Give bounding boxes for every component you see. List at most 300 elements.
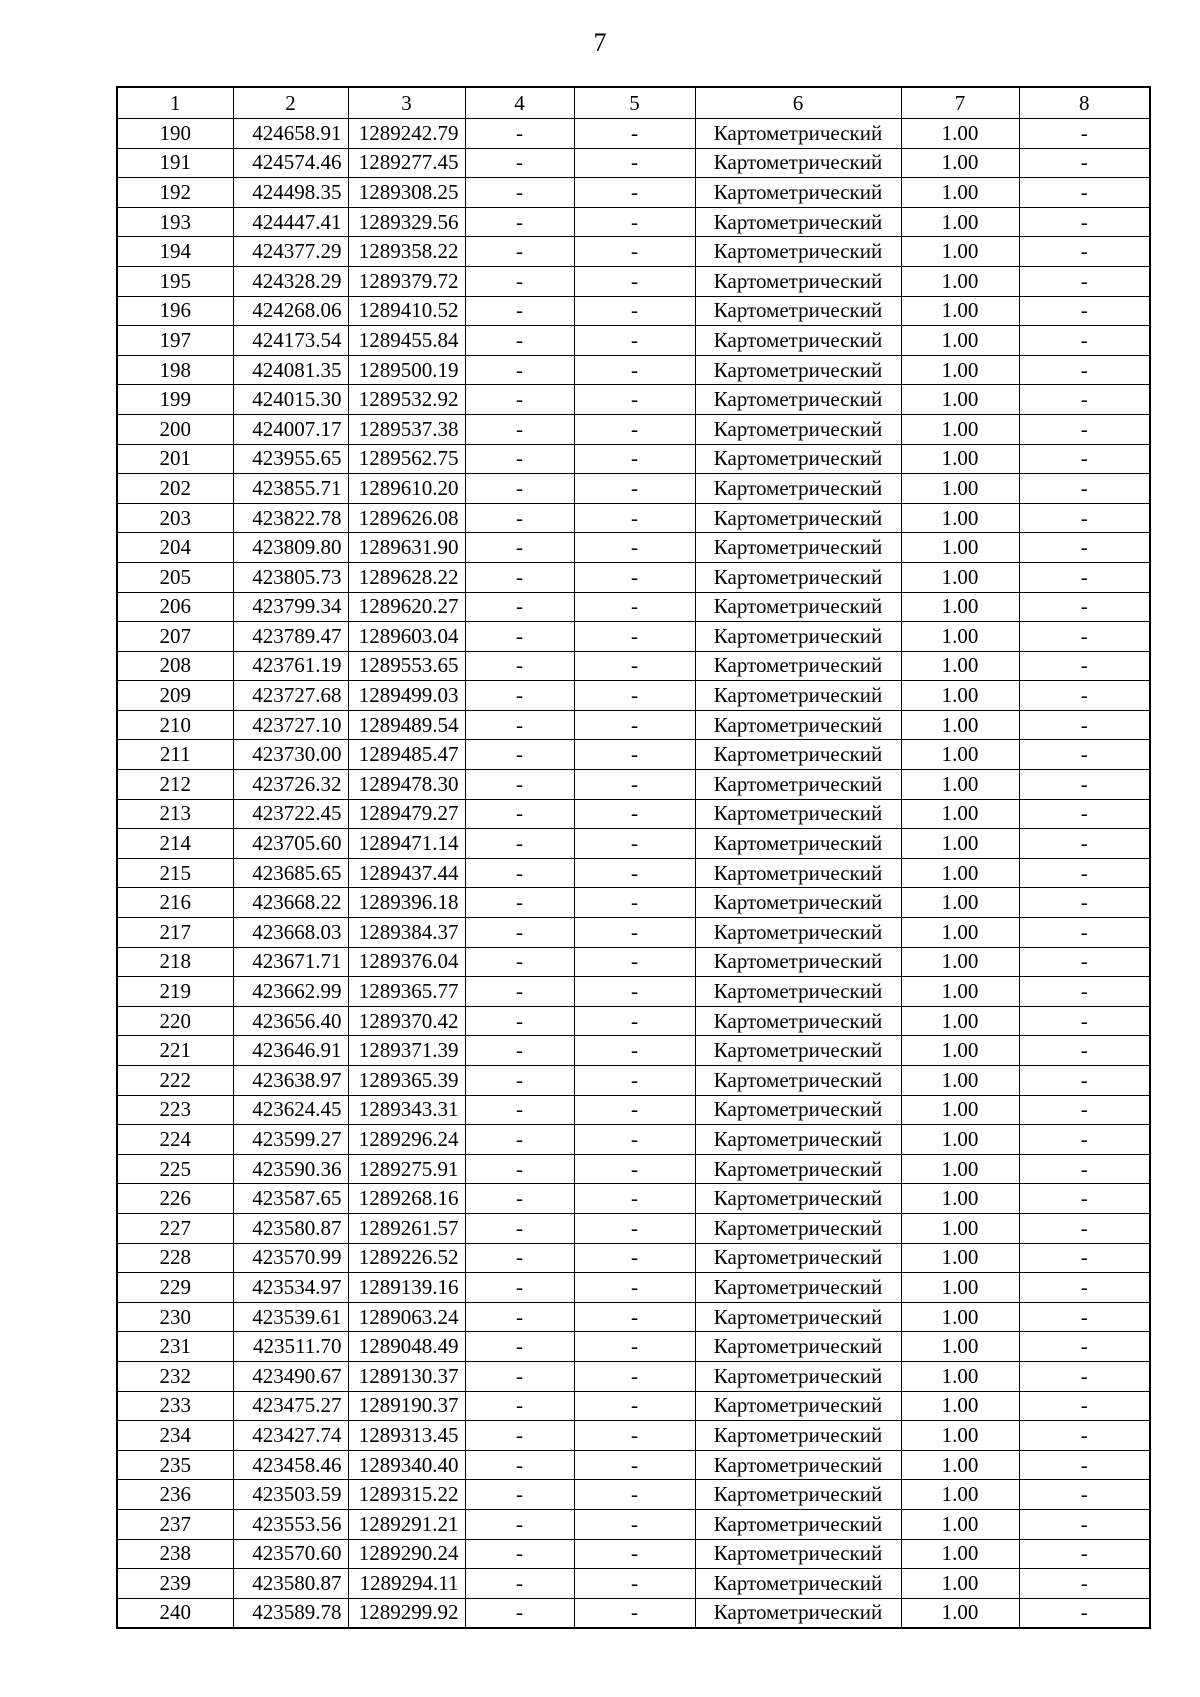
- cell-x-coordinate: 423799.34: [233, 592, 348, 622]
- table-row: [117, 266, 1150, 296]
- cell-method: Картометрический: [695, 178, 901, 208]
- cell-column-8: -: [1019, 1361, 1150, 1391]
- cell-y-coordinate: 1289485.47: [348, 740, 465, 770]
- table-header-row: [117, 87, 1150, 119]
- cell-column-5: -: [574, 1569, 695, 1599]
- cell-column-4: -: [465, 1184, 574, 1214]
- cell-column-5: -: [574, 533, 695, 563]
- cell-method: Картометрический: [695, 829, 901, 859]
- cell-point-number: 222: [117, 1066, 233, 1096]
- cell-column-5: -: [574, 1125, 695, 1155]
- cell-method: Картометрический: [695, 562, 901, 592]
- cell-y-coordinate: 1289626.08: [348, 503, 465, 533]
- table-row: [117, 1066, 1150, 1096]
- cell-column-4: -: [465, 1125, 574, 1155]
- table-row: [117, 562, 1150, 592]
- cell-column-4: -: [465, 1539, 574, 1569]
- table-row: [117, 1125, 1150, 1155]
- cell-point-number: 200: [117, 414, 233, 444]
- cell-method: Картометрический: [695, 1569, 901, 1599]
- cell-column-5: -: [574, 1095, 695, 1125]
- cell-y-coordinate: 1289277.45: [348, 148, 465, 178]
- cell-accuracy: 1.00: [901, 326, 1019, 356]
- cell-column-8: -: [1019, 1421, 1150, 1451]
- cell-column-8: -: [1019, 178, 1150, 208]
- cell-column-4: -: [465, 1243, 574, 1273]
- table-row: [117, 1213, 1150, 1243]
- cell-column-5: -: [574, 1302, 695, 1332]
- cell-column-8: -: [1019, 1184, 1150, 1214]
- cell-column-4: -: [465, 326, 574, 356]
- cell-column-4: -: [465, 414, 574, 444]
- table-row: [117, 622, 1150, 652]
- cell-point-number: 224: [117, 1125, 233, 1155]
- cell-column-4: -: [465, 1569, 574, 1599]
- cell-accuracy: 1.00: [901, 918, 1019, 948]
- cell-column-5: -: [574, 1243, 695, 1273]
- cell-y-coordinate: 1289063.24: [348, 1302, 465, 1332]
- cell-y-coordinate: 1289532.92: [348, 385, 465, 415]
- cell-column-8: -: [1019, 237, 1150, 267]
- cell-column-8: -: [1019, 799, 1150, 829]
- cell-x-coordinate: 423534.97: [233, 1273, 348, 1303]
- cell-y-coordinate: 1289471.14: [348, 829, 465, 859]
- cell-column-5: -: [574, 770, 695, 800]
- cell-x-coordinate: 423570.99: [233, 1243, 348, 1273]
- cell-accuracy: 1.00: [901, 207, 1019, 237]
- cell-column-4: -: [465, 770, 574, 800]
- cell-y-coordinate: 1289365.39: [348, 1066, 465, 1096]
- cell-column-5: -: [574, 1480, 695, 1510]
- cell-method: Картометрический: [695, 1598, 901, 1628]
- cell-x-coordinate: 423668.22: [233, 888, 348, 918]
- table-row: [117, 770, 1150, 800]
- cell-column-5: -: [574, 740, 695, 770]
- cell-column-8: -: [1019, 1036, 1150, 1066]
- table-row: [117, 858, 1150, 888]
- cell-column-8: -: [1019, 1450, 1150, 1480]
- cell-x-coordinate: 423955.65: [233, 444, 348, 474]
- cell-column-4: -: [465, 178, 574, 208]
- cell-accuracy: 1.00: [901, 1539, 1019, 1569]
- cell-accuracy: 1.00: [901, 681, 1019, 711]
- cell-point-number: 231: [117, 1332, 233, 1362]
- cell-x-coordinate: 423475.27: [233, 1391, 348, 1421]
- cell-y-coordinate: 1289499.03: [348, 681, 465, 711]
- cell-y-coordinate: 1289261.57: [348, 1213, 465, 1243]
- table-row: [117, 1539, 1150, 1569]
- cell-column-5: -: [574, 1154, 695, 1184]
- cell-x-coordinate: 423646.91: [233, 1036, 348, 1066]
- cell-column-4: -: [465, 1332, 574, 1362]
- table-row: [117, 710, 1150, 740]
- cell-column-4: -: [465, 296, 574, 326]
- table-row: [117, 355, 1150, 385]
- cell-y-coordinate: 1289455.84: [348, 326, 465, 356]
- cell-method: Картометрический: [695, 681, 901, 711]
- cell-column-8: -: [1019, 1509, 1150, 1539]
- table-row: [117, 1569, 1150, 1599]
- cell-method: Картометрический: [695, 592, 901, 622]
- cell-point-number: 232: [117, 1361, 233, 1391]
- cell-x-coordinate: 423587.65: [233, 1184, 348, 1214]
- cell-column-4: -: [465, 562, 574, 592]
- table-row: [117, 740, 1150, 770]
- cell-x-coordinate: 423855.71: [233, 474, 348, 504]
- cell-point-number: 227: [117, 1213, 233, 1243]
- cell-x-coordinate: 424658.91: [233, 119, 348, 149]
- cell-accuracy: 1.00: [901, 1273, 1019, 1303]
- cell-point-number: 219: [117, 977, 233, 1007]
- cell-accuracy: 1.00: [901, 1036, 1019, 1066]
- cell-x-coordinate: 423656.40: [233, 1006, 348, 1036]
- cell-point-number: 202: [117, 474, 233, 504]
- cell-point-number: 198: [117, 355, 233, 385]
- cell-column-4: -: [465, 533, 574, 563]
- cell-column-5: -: [574, 326, 695, 356]
- cell-y-coordinate: 1289048.49: [348, 1332, 465, 1362]
- cell-column-5: -: [574, 1361, 695, 1391]
- cell-column-4: -: [465, 266, 574, 296]
- cell-y-coordinate: 1289226.52: [348, 1243, 465, 1273]
- cell-accuracy: 1.00: [901, 414, 1019, 444]
- table-row: [117, 829, 1150, 859]
- cell-column-5: -: [574, 237, 695, 267]
- cell-column-8: -: [1019, 888, 1150, 918]
- cell-method: Картометрический: [695, 237, 901, 267]
- cell-x-coordinate: 423730.00: [233, 740, 348, 770]
- cell-method: Картометрический: [695, 918, 901, 948]
- cell-method: Картометрический: [695, 977, 901, 1007]
- cell-point-number: 234: [117, 1421, 233, 1451]
- cell-point-number: 193: [117, 207, 233, 237]
- cell-y-coordinate: 1289358.22: [348, 237, 465, 267]
- cell-column-5: -: [574, 918, 695, 948]
- table-row: [117, 947, 1150, 977]
- cell-method: Картометрический: [695, 266, 901, 296]
- cell-method: Картометрический: [695, 1273, 901, 1303]
- cell-method: Картометрический: [695, 1450, 901, 1480]
- table-row: [117, 474, 1150, 504]
- cell-column-8: -: [1019, 119, 1150, 149]
- cell-method: Картометрический: [695, 296, 901, 326]
- table-row: [117, 651, 1150, 681]
- table-row: [117, 326, 1150, 356]
- column-header-7: 7: [901, 87, 1019, 119]
- cell-y-coordinate: 1289139.16: [348, 1273, 465, 1303]
- cell-y-coordinate: 1289130.37: [348, 1361, 465, 1391]
- cell-y-coordinate: 1289296.24: [348, 1125, 465, 1155]
- cell-column-8: -: [1019, 710, 1150, 740]
- cell-column-5: -: [574, 799, 695, 829]
- cell-column-8: -: [1019, 858, 1150, 888]
- cell-column-4: -: [465, 681, 574, 711]
- table-row: [117, 1273, 1150, 1303]
- cell-column-8: -: [1019, 1539, 1150, 1569]
- cell-point-number: 208: [117, 651, 233, 681]
- cell-column-8: -: [1019, 681, 1150, 711]
- cell-accuracy: 1.00: [901, 296, 1019, 326]
- cell-column-8: -: [1019, 651, 1150, 681]
- cell-column-8: -: [1019, 1598, 1150, 1628]
- cell-y-coordinate: 1289479.27: [348, 799, 465, 829]
- cell-column-8: -: [1019, 296, 1150, 326]
- cell-accuracy: 1.00: [901, 888, 1019, 918]
- cell-method: Картометрический: [695, 1243, 901, 1273]
- cell-accuracy: 1.00: [901, 474, 1019, 504]
- cell-point-number: 196: [117, 296, 233, 326]
- cell-point-number: 228: [117, 1243, 233, 1273]
- cell-x-coordinate: 423789.47: [233, 622, 348, 652]
- cell-column-4: -: [465, 799, 574, 829]
- table-row: [117, 1480, 1150, 1510]
- table-row: [117, 296, 1150, 326]
- cell-point-number: 192: [117, 178, 233, 208]
- column-header-6: 6: [695, 87, 901, 119]
- cell-method: Картометрический: [695, 1421, 901, 1451]
- cell-accuracy: 1.00: [901, 977, 1019, 1007]
- cell-accuracy: 1.00: [901, 1006, 1019, 1036]
- table-row: [117, 1154, 1150, 1184]
- cell-column-4: -: [465, 119, 574, 149]
- cell-x-coordinate: 423553.56: [233, 1509, 348, 1539]
- cell-y-coordinate: 1289489.54: [348, 710, 465, 740]
- cell-method: Картометрический: [695, 1391, 901, 1421]
- cell-column-4: -: [465, 858, 574, 888]
- table-row: [117, 1421, 1150, 1451]
- cell-column-8: -: [1019, 1332, 1150, 1362]
- cell-column-8: -: [1019, 1569, 1150, 1599]
- cell-column-4: -: [465, 1480, 574, 1510]
- cell-y-coordinate: 1289308.25: [348, 178, 465, 208]
- cell-x-coordinate: 423671.71: [233, 947, 348, 977]
- cell-accuracy: 1.00: [901, 592, 1019, 622]
- cell-column-8: -: [1019, 1006, 1150, 1036]
- cell-column-8: -: [1019, 918, 1150, 948]
- cell-y-coordinate: 1289313.45: [348, 1421, 465, 1451]
- cell-method: Картометрический: [695, 385, 901, 415]
- cell-x-coordinate: 423809.80: [233, 533, 348, 563]
- cell-x-coordinate: 423599.27: [233, 1125, 348, 1155]
- cell-column-4: -: [465, 385, 574, 415]
- table-row: [117, 1598, 1150, 1628]
- cell-accuracy: 1.00: [901, 1332, 1019, 1362]
- table-row: [117, 119, 1150, 149]
- cell-column-5: -: [574, 562, 695, 592]
- cell-x-coordinate: 423511.70: [233, 1332, 348, 1362]
- table-row: [117, 1302, 1150, 1332]
- cell-column-5: -: [574, 1509, 695, 1539]
- cell-x-coordinate: 423638.97: [233, 1066, 348, 1096]
- cell-point-number: 207: [117, 622, 233, 652]
- cell-column-5: -: [574, 710, 695, 740]
- cell-column-4: -: [465, 622, 574, 652]
- cell-method: Картометрический: [695, 1154, 901, 1184]
- table-row: [117, 977, 1150, 1007]
- cell-column-8: -: [1019, 829, 1150, 859]
- cell-column-4: -: [465, 947, 574, 977]
- cell-accuracy: 1.00: [901, 1450, 1019, 1480]
- cell-column-8: -: [1019, 1213, 1150, 1243]
- cell-column-5: -: [574, 148, 695, 178]
- cell-column-5: -: [574, 207, 695, 237]
- cell-column-4: -: [465, 237, 574, 267]
- cell-accuracy: 1.00: [901, 1421, 1019, 1451]
- cell-accuracy: 1.00: [901, 947, 1019, 977]
- table-row: [117, 414, 1150, 444]
- cell-column-4: -: [465, 1213, 574, 1243]
- cell-point-number: 229: [117, 1273, 233, 1303]
- cell-method: Картометрический: [695, 148, 901, 178]
- cell-method: Картометрический: [695, 355, 901, 385]
- cell-column-8: -: [1019, 1125, 1150, 1155]
- cell-accuracy: 1.00: [901, 1569, 1019, 1599]
- cell-point-number: 214: [117, 829, 233, 859]
- cell-point-number: 223: [117, 1095, 233, 1125]
- cell-method: Картометрический: [695, 770, 901, 800]
- cell-column-8: -: [1019, 1391, 1150, 1421]
- cell-accuracy: 1.00: [901, 1184, 1019, 1214]
- cell-point-number: 230: [117, 1302, 233, 1332]
- cell-column-5: -: [574, 1273, 695, 1303]
- table-row: [117, 444, 1150, 474]
- cell-column-8: -: [1019, 977, 1150, 1007]
- cell-method: Картометрический: [695, 1125, 901, 1155]
- cell-method: Картометрический: [695, 444, 901, 474]
- cell-point-number: 218: [117, 947, 233, 977]
- cell-accuracy: 1.00: [901, 1066, 1019, 1096]
- cell-column-4: -: [465, 1450, 574, 1480]
- cell-y-coordinate: 1289437.44: [348, 858, 465, 888]
- cell-x-coordinate: 424498.35: [233, 178, 348, 208]
- cell-y-coordinate: 1289343.31: [348, 1095, 465, 1125]
- cell-point-number: 213: [117, 799, 233, 829]
- cell-accuracy: 1.00: [901, 829, 1019, 859]
- column-header-1: 1: [117, 87, 233, 119]
- cell-column-8: -: [1019, 266, 1150, 296]
- cell-method: Картометрический: [695, 503, 901, 533]
- cell-column-5: -: [574, 444, 695, 474]
- cell-point-number: 216: [117, 888, 233, 918]
- cell-y-coordinate: 1289329.56: [348, 207, 465, 237]
- cell-column-4: -: [465, 503, 574, 533]
- cell-point-number: 190: [117, 119, 233, 149]
- cell-point-number: 209: [117, 681, 233, 711]
- cell-column-4: -: [465, 888, 574, 918]
- cell-method: Картометрический: [695, 1332, 901, 1362]
- cell-accuracy: 1.00: [901, 1154, 1019, 1184]
- cell-column-5: -: [574, 1421, 695, 1451]
- cell-column-4: -: [465, 1095, 574, 1125]
- coordinates-table: [116, 86, 1151, 1629]
- cell-column-4: -: [465, 977, 574, 1007]
- cell-y-coordinate: 1289478.30: [348, 770, 465, 800]
- cell-point-number: 199: [117, 385, 233, 415]
- column-header-4: 4: [465, 87, 574, 119]
- cell-method: Картометрический: [695, 1095, 901, 1125]
- cell-column-8: -: [1019, 148, 1150, 178]
- cell-column-4: -: [465, 710, 574, 740]
- cell-y-coordinate: 1289340.40: [348, 1450, 465, 1480]
- cell-accuracy: 1.00: [901, 266, 1019, 296]
- cell-method: Картометрический: [695, 1302, 901, 1332]
- table-row: [117, 178, 1150, 208]
- cell-method: Картометрический: [695, 1066, 901, 1096]
- cell-x-coordinate: 423822.78: [233, 503, 348, 533]
- cell-x-coordinate: 423503.59: [233, 1480, 348, 1510]
- cell-column-4: -: [465, 1302, 574, 1332]
- cell-column-8: -: [1019, 533, 1150, 563]
- cell-column-4: -: [465, 1066, 574, 1096]
- cell-x-coordinate: 423580.87: [233, 1569, 348, 1599]
- cell-column-8: -: [1019, 414, 1150, 444]
- cell-accuracy: 1.00: [901, 710, 1019, 740]
- table-row: [117, 1006, 1150, 1036]
- cell-accuracy: 1.00: [901, 562, 1019, 592]
- cell-y-coordinate: 1289628.22: [348, 562, 465, 592]
- cell-y-coordinate: 1289190.37: [348, 1391, 465, 1421]
- cell-column-4: -: [465, 1036, 574, 1066]
- cell-column-8: -: [1019, 444, 1150, 474]
- cell-accuracy: 1.00: [901, 237, 1019, 267]
- cell-point-number: 239: [117, 1569, 233, 1599]
- cell-method: Картометрический: [695, 1509, 901, 1539]
- cell-y-coordinate: 1289410.52: [348, 296, 465, 326]
- cell-column-4: -: [465, 444, 574, 474]
- table-row: [117, 533, 1150, 563]
- cell-column-5: -: [574, 977, 695, 1007]
- cell-point-number: 210: [117, 710, 233, 740]
- cell-point-number: 191: [117, 148, 233, 178]
- table-row: [117, 503, 1150, 533]
- cell-column-4: -: [465, 592, 574, 622]
- cell-column-5: -: [574, 651, 695, 681]
- cell-x-coordinate: 424328.29: [233, 266, 348, 296]
- cell-accuracy: 1.00: [901, 622, 1019, 652]
- cell-accuracy: 1.00: [901, 355, 1019, 385]
- cell-point-number: 204: [117, 533, 233, 563]
- column-header-8: 8: [1019, 87, 1150, 119]
- cell-column-8: -: [1019, 592, 1150, 622]
- cell-method: Картометрический: [695, 858, 901, 888]
- cell-column-8: -: [1019, 947, 1150, 977]
- table-row: [117, 799, 1150, 829]
- cell-column-8: -: [1019, 770, 1150, 800]
- cell-column-5: -: [574, 947, 695, 977]
- cell-method: Картометрический: [695, 1184, 901, 1214]
- cell-column-5: -: [574, 592, 695, 622]
- cell-column-5: -: [574, 1539, 695, 1569]
- cell-column-5: -: [574, 385, 695, 415]
- cell-point-number: 226: [117, 1184, 233, 1214]
- cell-column-8: -: [1019, 474, 1150, 504]
- cell-method: Картометрический: [695, 326, 901, 356]
- table-row: [117, 1095, 1150, 1125]
- table-row: [117, 1332, 1150, 1362]
- cell-y-coordinate: 1289379.72: [348, 266, 465, 296]
- cell-accuracy: 1.00: [901, 1480, 1019, 1510]
- cell-accuracy: 1.00: [901, 1213, 1019, 1243]
- cell-point-number: 238: [117, 1539, 233, 1569]
- cell-accuracy: 1.00: [901, 740, 1019, 770]
- cell-method: Картометрический: [695, 947, 901, 977]
- cell-method: Картометрический: [695, 207, 901, 237]
- cell-point-number: 233: [117, 1391, 233, 1421]
- cell-column-4: -: [465, 355, 574, 385]
- cell-column-4: -: [465, 148, 574, 178]
- cell-accuracy: 1.00: [901, 1302, 1019, 1332]
- cell-column-8: -: [1019, 503, 1150, 533]
